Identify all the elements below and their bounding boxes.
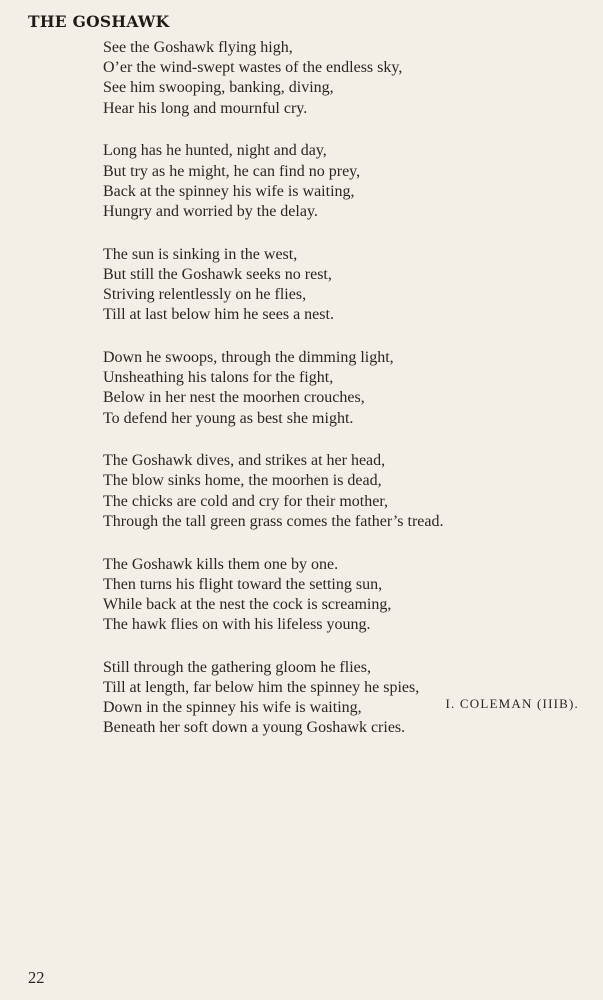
poem-line: But still the Goshawk seeks no rest, bbox=[103, 265, 332, 283]
stanza-3 bbox=[103, 245, 593, 326]
poem-line: The blow sinks home, the moorhen is dead, bbox=[103, 472, 382, 490]
stanza-6 bbox=[103, 555, 593, 636]
poem-line: The Goshawk kills them one by one. bbox=[103, 555, 339, 573]
poem-line: The Goshawk dives, and strikes at her head, bbox=[103, 452, 386, 470]
poem-line: Hungry and worried by the delay. bbox=[103, 202, 318, 220]
poem-line: See the Goshawk flying high, bbox=[103, 39, 293, 56]
poem-line: Unsheathing his talons for the fight, bbox=[103, 369, 334, 387]
poem-line: To defend her young as best she might. bbox=[103, 409, 354, 427]
stanza-5 bbox=[103, 451, 593, 532]
poem-line: Striving relentlessly on he flies, bbox=[103, 286, 307, 304]
poem-line: The hawk flies on with his lifeless young. bbox=[103, 616, 371, 634]
poem-line: Down in the spinney his wife is waiting, bbox=[103, 699, 362, 717]
poem-line: Still through the gathering gloom he flies, bbox=[103, 658, 371, 676]
poem-line: Long has he hunted, night and day, bbox=[103, 142, 327, 160]
poem-line: The sun is sinking in the west, bbox=[103, 245, 298, 263]
poem-line: But try as he might, he can find no prey, bbox=[103, 162, 361, 180]
page-number: 22 bbox=[28, 968, 45, 987]
poem-line: O’er the wind-swept wastes of the endless sky, bbox=[103, 59, 403, 77]
poem-line: See him swooping, banking, diving, bbox=[103, 79, 334, 97]
poem-line: Hear his long and mournful cry. bbox=[103, 99, 308, 117]
poem-line: Through the tall green grass comes the father’s tread. bbox=[103, 512, 444, 530]
stanza-2 bbox=[103, 141, 593, 222]
poem-line: Down he swoops, through the dimming light, bbox=[103, 348, 394, 366]
poem-line: Beneath her soft down a young Goshawk cries. bbox=[103, 719, 406, 737]
poem-line: Back at the spinney his wife is waiting, bbox=[103, 182, 355, 200]
stanza-4 bbox=[103, 348, 593, 429]
poem-line: The chicks are cold and cry for their mother, bbox=[103, 492, 389, 510]
poem-line: While back at the nest the cock is screaming, bbox=[103, 595, 392, 613]
poem-line: Then turns his flight toward the setting sun, bbox=[103, 575, 383, 593]
poem-title: THE GOSHAWK bbox=[28, 12, 170, 31]
poem-line: Below in her nest the moorhen crouches, bbox=[103, 389, 365, 407]
stanza-1 bbox=[103, 38, 593, 119]
poem-line: Till at length, far below him the spinney he spies, bbox=[103, 679, 420, 697]
poem-body bbox=[103, 38, 593, 761]
poem-line: Till at last below him he sees a nest. bbox=[103, 306, 334, 324]
author-credit: I. COLEMAN (IIIB). bbox=[445, 696, 579, 711]
